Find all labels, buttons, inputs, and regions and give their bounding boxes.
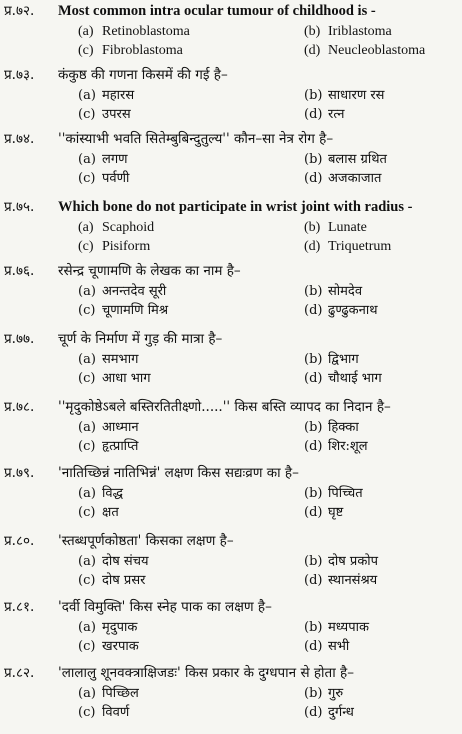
question-number: प्र.७९.	[4, 465, 35, 481]
question-text: ''मृदुकोष्ठेऽबले बस्तिरतितीक्ष्णो.....'' किस बस्ति व्यापद का निदान है–	[58, 399, 391, 415]
option-c: (c) उपरस	[78, 107, 131, 122]
option-d: (d) Triquetrum	[304, 239, 392, 254]
option-c: (c) खरपाक	[78, 639, 139, 654]
option-b: (b) Iriblastoma	[304, 24, 392, 39]
option-c: (c) हृत्प्राप्ति	[78, 439, 139, 454]
question-number: प्र.७४.	[4, 131, 35, 147]
option-b: (b) हिक्का	[304, 420, 359, 435]
option-b: (b) मध्यपाक	[304, 620, 369, 635]
question-text: 'दर्वी विमुक्ति' किस स्नेह पाक का लक्षण है–	[58, 599, 272, 615]
question-text: 'नातिच्छिन्नं नातिभिन्नं' लक्षण किस सद्यःव्रण का है–	[58, 465, 299, 481]
option-d: (d) अजकाजात	[304, 171, 382, 186]
option-a: (a) समभाग	[78, 352, 139, 367]
option-a: (a) Scaphoid	[78, 220, 155, 235]
option-b: (b) Lunate	[304, 220, 367, 235]
question-number: प्र.७२.	[4, 3, 35, 19]
option-a: (a) अनन्तदेव सूरी	[78, 284, 167, 299]
option-a: (a) लगण	[78, 152, 128, 167]
option-d: (d) ढुण्ढुकनाथ	[304, 303, 378, 318]
question-number: प्र.८१.	[4, 599, 35, 615]
question-text: 'स्तब्धपूर्णकोष्ठता' किसका लक्षण है–	[58, 533, 234, 549]
question-text: Which bone do not participate in wrist joint with radius -	[58, 199, 413, 215]
option-a: (a) दोष संचय	[78, 554, 149, 569]
question-number: प्र.८२.	[4, 665, 35, 681]
question-block	[0, 2, 462, 64]
option-b: (b) साधारण रस	[304, 88, 385, 103]
question-text: चूर्ण के निर्माण में गुड़ की मात्रा है–	[58, 331, 223, 347]
question-block	[0, 532, 462, 594]
option-c: (c) आधा भाग	[78, 371, 151, 386]
option-d: (d) चौथाई भाग	[304, 371, 382, 386]
option-d: (d) स्थानसंश्रय	[304, 573, 378, 588]
question-text: रसेन्द्र चूणामणि के लेखक का नाम है–	[58, 263, 241, 279]
option-c: (c) चूणामणि मिश्र	[78, 303, 169, 318]
option-b: (b) गुरु	[304, 686, 344, 701]
question-text: कंकुष्ठ की गणना किसमें की गई है–	[58, 67, 228, 83]
option-a: (a) आध्मान	[78, 420, 139, 435]
option-d: (d) रत्न	[304, 107, 345, 122]
question-number: प्र.७३.	[4, 67, 35, 83]
question-number: प्र.७८.	[4, 399, 35, 415]
question-text: ''कांस्याभी भवति सितेम्बुबिन्दुतुल्य'' कौन–सा नेत्र रोग है–	[58, 131, 334, 147]
question-number: प्र.८०.	[4, 533, 35, 549]
question-block	[0, 398, 462, 460]
option-a: (a) पिच्छिल	[78, 686, 139, 701]
option-a: (a) महारस	[78, 88, 135, 103]
option-a: (a) Retinoblastoma	[78, 24, 190, 39]
option-b: (b) बलास ग्रथित	[304, 152, 387, 167]
question-block	[0, 262, 462, 324]
option-c: (c) पर्वणी	[78, 171, 130, 186]
option-c: (c) दोष प्रसर	[78, 573, 146, 588]
question-number: प्र.७६.	[4, 263, 35, 279]
option-c: (c) Fibroblastoma	[78, 43, 183, 58]
option-b: (b) सोमदेव	[304, 284, 363, 299]
question-number: प्र.७७.	[4, 331, 35, 347]
question-text: Most common intra ocular tumour of childhood is -	[58, 3, 376, 19]
question-text: 'लालालु शूनवक्त्राक्षिजडः' किस प्रकार के दुग्धपान से होता है–	[58, 665, 354, 681]
option-d: (d) दुर्गन्ध	[304, 705, 354, 720]
question-block	[0, 66, 462, 128]
question-block	[0, 330, 462, 392]
option-d: (d) घृष्ट	[304, 505, 344, 520]
option-b: (b) द्विभाग	[304, 352, 359, 367]
question-block	[0, 598, 462, 660]
option-a: (a) मृदुपाक	[78, 620, 138, 635]
option-c: (c) Pisiform	[78, 239, 151, 254]
option-c: (c) क्षत	[78, 505, 119, 520]
option-b: (b) दोष प्रकोप	[304, 554, 379, 569]
question-number: प्र.७५.	[4, 199, 35, 215]
option-b: (b) पिच्चित	[304, 486, 363, 501]
option-a: (a) विद्ध	[78, 486, 123, 501]
question-block	[0, 664, 462, 726]
question-block	[0, 464, 462, 526]
question-block	[0, 198, 462, 260]
question-block	[0, 130, 462, 192]
option-c: (c) विवर्ण	[78, 705, 130, 720]
option-d: (d) सभी	[304, 639, 350, 654]
option-d: (d) शिर:शूल	[304, 439, 368, 454]
option-d: (d) Neucleoblastoma	[304, 43, 426, 58]
